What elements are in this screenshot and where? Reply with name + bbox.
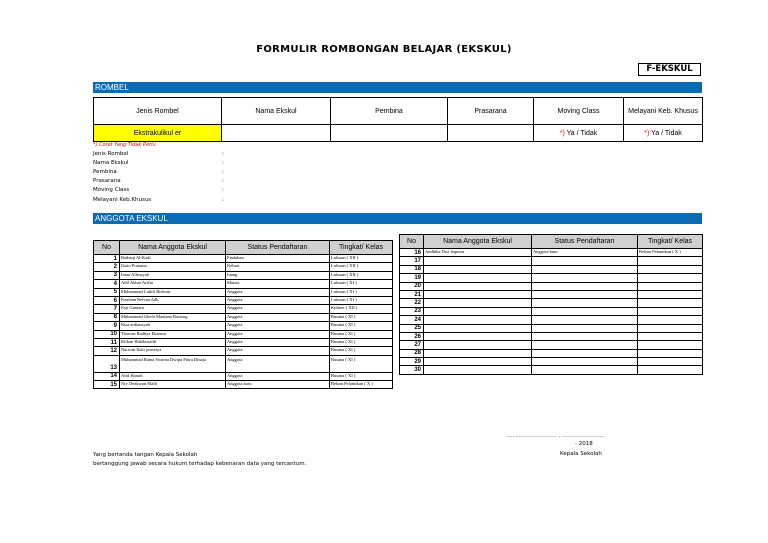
member-name-cell[interactable]: Muhammad Luthfi Ridwan — [120, 288, 226, 296]
field-colon-jenis: : — [222, 151, 224, 157]
member-status-cell[interactable]: Iuang — [226, 271, 330, 279]
member-no-cell: 12 — [94, 347, 120, 355]
member-row — [94, 313, 393, 321]
member-status-cell[interactable]: Anggota — [226, 313, 330, 321]
member-row — [94, 288, 393, 296]
member-no-cell: 30 — [400, 366, 424, 374]
member-name-cell[interactable]: Thomas Radhya Ekansta — [120, 330, 226, 338]
member-status-cell[interactable]: Anggota — [226, 372, 330, 380]
member-status-cell[interactable] — [532, 332, 638, 340]
member-name-cell[interactable] — [424, 316, 532, 324]
member-no-cell: 5 — [94, 288, 120, 296]
form-title: FORMULIR ROMBONGAN BELAJAR (EKSKUL) — [256, 44, 512, 55]
members-left-header-status: Status Pendaftaran — [226, 241, 330, 255]
rombel-table — [93, 97, 703, 142]
field-colon-nama: : — [222, 160, 224, 166]
member-class-cell[interactable] — [638, 366, 703, 374]
member-no-cell: 20 — [400, 282, 424, 290]
member-status-cell[interactable]: Anggota — [226, 347, 330, 355]
member-status-cell[interactable] — [532, 324, 638, 332]
member-no-cell: 13 — [94, 355, 120, 372]
member-row — [94, 305, 393, 313]
member-status-cell[interactable] — [532, 349, 638, 357]
member-status-cell[interactable] — [532, 274, 638, 282]
member-status-cell[interactable]: Anggota — [226, 355, 330, 372]
field-label-moving: Moving Class — [93, 187, 130, 193]
member-no-cell: 25 — [400, 324, 424, 332]
member-status-cell[interactable]: Anggota — [226, 288, 330, 296]
member-class-cell[interactable]: Belum Pelantikan ( X ) — [638, 249, 703, 257]
member-no-cell: 24 — [400, 316, 424, 324]
member-name-cell[interactable] — [424, 307, 532, 315]
member-no-cell: 10 — [94, 330, 120, 338]
moving-value: Ya / Tidak — [564, 129, 598, 137]
member-class-cell[interactable] — [638, 257, 703, 265]
rombel-header-prasarana: Prasarana — [448, 98, 534, 125]
members-right-header-no: No — [400, 235, 424, 249]
member-row — [94, 255, 393, 263]
member-status-cell[interactable] — [532, 307, 638, 315]
member-class-cell[interactable]: Lulusan ( XII ) — [330, 255, 393, 263]
member-row — [400, 290, 703, 298]
member-no-cell: 21 — [400, 290, 424, 298]
member-class-cell[interactable]: Lulusan ( XI ) — [330, 280, 393, 288]
member-class-cell[interactable] — [638, 290, 703, 298]
strike-note: *) Coret Yang Tidak Perlu — [93, 142, 156, 148]
signature-statement-line1: Yang bertanda tangan Kepala Sekolah — [93, 452, 198, 458]
member-name-cell[interactable] — [424, 299, 532, 307]
member-no-cell: 16 — [400, 249, 424, 257]
member-row — [400, 324, 703, 332]
member-no-cell: 14 — [94, 372, 120, 380]
member-no-cell: 28 — [400, 349, 424, 357]
member-status-cell[interactable]: Anggota — [226, 305, 330, 313]
member-status-cell[interactable]: Anggota baru — [226, 381, 330, 389]
member-name-cell[interactable] — [424, 366, 532, 374]
member-no-cell: 19 — [400, 274, 424, 282]
members-right-header-nama: Nama Anggota Ekskul — [424, 235, 532, 249]
member-status-cell[interactable]: Anggota — [226, 296, 330, 304]
member-row — [400, 299, 703, 307]
member-class-cell[interactable] — [638, 358, 703, 366]
member-no-cell: 18 — [400, 265, 424, 273]
member-name-cell[interactable]: Narwan Ilatir prasetya — [120, 347, 226, 355]
members-right-header-row — [400, 235, 703, 249]
member-name-cell[interactable] — [424, 332, 532, 340]
member-name-cell[interactable]: Iman Alfinsyah — [120, 271, 226, 279]
signature-role: Kepala Sekolah — [560, 451, 602, 457]
member-no-cell: 8 — [94, 313, 120, 321]
rombel-header-nama: Nama Ekskul — [222, 98, 331, 125]
member-class-cell[interactable] — [638, 349, 703, 357]
members-left-header-nama: Nama Anggota Ekskul — [120, 241, 226, 255]
member-no-cell: 23 — [400, 307, 424, 315]
member-no-cell: 9 — [94, 322, 120, 330]
section-bar-rombel: ROMBEL — [93, 82, 702, 93]
field-label-prasarana: Prasarana — [93, 178, 121, 184]
member-name-cell[interactable]: Muhammad Rama Swarna Dwipa Putra Dinaja — [120, 355, 226, 372]
member-row — [400, 316, 703, 324]
field-label-khusus: Melayani Keb.Khusus — [93, 197, 152, 203]
member-class-cell[interactable]: Busana ( XI ) — [330, 347, 393, 355]
member-row — [400, 307, 703, 315]
rombel-jenis-cell[interactable]: Ekstrakulikul er — [94, 125, 222, 142]
member-name-cell[interactable] — [424, 265, 532, 273]
member-name-cell[interactable] — [424, 290, 532, 298]
member-class-cell[interactable]: Lulusan ( XII ) — [330, 263, 393, 271]
member-name-cell[interactable] — [424, 349, 532, 357]
member-name-cell[interactable]: Rifkan Habibusalih — [120, 338, 226, 346]
rombel-header-khusus: Melayani Keb. Khusus — [624, 98, 703, 125]
rombel-header-moving: Moving Class — [534, 98, 624, 125]
member-no-cell: 6 — [94, 296, 120, 304]
member-no-cell: 4 — [94, 280, 120, 288]
rombel-prasarana-cell[interactable] — [448, 125, 534, 142]
member-no-cell: 1 — [94, 255, 120, 263]
members-left-header-row — [94, 241, 393, 255]
rombel-khusus-cell[interactable] — [624, 125, 703, 142]
field-label-pembina: Pembina — [93, 169, 117, 175]
member-row — [400, 341, 703, 349]
rombel-header-jenis: Jenis Rombel — [94, 98, 222, 125]
member-class-cell[interactable]: Busana ( XI ) — [330, 355, 393, 372]
member-name-cell[interactable]: Adil Akbar Arifin — [120, 280, 226, 288]
member-name-cell[interactable] — [424, 341, 532, 349]
member-name-cell[interactable]: Nry Deakwan Maffi — [120, 381, 226, 389]
field-colon-pembina: : — [222, 169, 224, 175]
members-left-header-no: No — [94, 241, 120, 255]
member-class-cell[interactable] — [638, 324, 703, 332]
field-label-nama: Nama Ekskul — [93, 160, 129, 166]
rombel-header-pembina: Pembina — [331, 98, 448, 125]
member-status-cell[interactable]: Anggota baru — [532, 249, 638, 257]
member-class-cell[interactable]: Busana ( XI ) — [330, 338, 393, 346]
member-no-cell: 2 — [94, 263, 120, 271]
member-row — [400, 358, 703, 366]
member-no-cell: 11 — [94, 338, 120, 346]
member-no-cell: 15 — [94, 381, 120, 389]
member-status-cell[interactable]: Mutasi — [226, 280, 330, 288]
field-colon-prasarana: : — [222, 178, 224, 184]
member-class-cell[interactable]: Kuliner ( XII ) — [330, 305, 393, 313]
member-row — [94, 263, 393, 271]
member-row — [400, 282, 703, 290]
member-class-cell[interactable]: Busana ( XI ) — [330, 313, 393, 321]
members-table-right — [399, 234, 703, 375]
member-status-cell[interactable] — [532, 341, 638, 349]
member-row — [400, 265, 703, 273]
member-no-cell: 3 — [94, 271, 120, 279]
member-name-cell[interactable]: Fajr Guntara — [120, 305, 226, 313]
khusus-value: Ya / Tidak — [649, 129, 682, 137]
rombel-header-row — [94, 98, 703, 125]
member-class-cell[interactable] — [638, 316, 703, 324]
member-status-cell[interactable] — [532, 358, 638, 366]
member-row — [94, 330, 393, 338]
rombel-moving-cell[interactable] — [534, 125, 624, 142]
member-name-cell[interactable]: Afid Hanafi — [120, 372, 226, 380]
member-name-cell[interactable]: Riza ardiansyah — [120, 322, 226, 330]
rombel-data-row — [94, 125, 703, 142]
member-no-cell: 26 — [400, 332, 424, 340]
member-row — [400, 274, 703, 282]
member-row — [94, 296, 393, 304]
member-status-cell[interactable]: Anggota — [226, 322, 330, 330]
member-row — [94, 280, 393, 288]
field-label-jenis: Jenis Rombel — [93, 151, 129, 157]
member-class-cell[interactable] — [638, 299, 703, 307]
member-status-cell[interactable] — [532, 316, 638, 324]
member-row — [400, 349, 703, 357]
rombel-pembina-cell[interactable] — [331, 125, 448, 142]
member-status-cell[interactable]: Keluar — [226, 263, 330, 271]
member-no-cell: 7 — [94, 305, 120, 313]
member-row — [94, 381, 393, 389]
members-left-header-kelas: Tingkat/ Kelas — [330, 241, 393, 255]
member-row — [94, 338, 393, 346]
member-status-cell[interactable] — [532, 299, 638, 307]
members-table-left — [93, 240, 393, 389]
signature-statement-line2: bertanggung jawab secara hukum terhadap kebenaran data yang tercantum. — [93, 461, 307, 467]
member-name-cell[interactable] — [424, 274, 532, 282]
member-name-cell[interactable]: Baihaqi Al-Kadi — [120, 255, 226, 263]
member-name-cell[interactable]: Keathan Reivan Adh — [120, 296, 226, 304]
member-class-cell[interactable]: Lulusan ( XI ) — [330, 296, 393, 304]
member-row — [94, 347, 393, 355]
member-name-cell[interactable] — [424, 257, 532, 265]
section-bar-anggota: ANGGOTA EKSKUL — [93, 213, 702, 224]
member-class-cell[interactable] — [638, 341, 703, 349]
member-row — [400, 366, 703, 374]
member-name-cell[interactable] — [424, 282, 532, 290]
member-class-cell[interactable]: Busana ( XI ) — [330, 372, 393, 380]
member-class-cell[interactable]: Belum Pelantikan ( X ) — [330, 381, 393, 389]
member-row — [94, 372, 393, 380]
form-code-box: F-EKSKUL — [638, 63, 701, 76]
member-class-cell[interactable] — [638, 265, 703, 273]
member-class-cell[interactable]: Busana ( XI ) — [330, 322, 393, 330]
member-name-cell[interactable] — [424, 358, 532, 366]
member-row — [400, 249, 703, 257]
member-name-cell[interactable] — [424, 324, 532, 332]
member-status-cell[interactable] — [532, 265, 638, 273]
field-colon-moving: : — [222, 187, 224, 193]
member-no-cell: 27 — [400, 341, 424, 349]
member-status-cell[interactable] — [532, 257, 638, 265]
member-status-cell[interactable] — [532, 282, 638, 290]
member-status-cell[interactable]: Anggota — [226, 338, 330, 346]
member-name-cell[interactable]: Ilario Pratama — [120, 263, 226, 271]
member-status-cell[interactable] — [532, 290, 638, 298]
rombel-nama-cell[interactable] — [222, 125, 331, 142]
members-right-header-status: Status Pendaftaran — [532, 235, 638, 249]
member-class-cell[interactable] — [638, 274, 703, 282]
signature-place-date-dots: ................................ , ........................... — [506, 433, 605, 439]
member-no-cell: 29 — [400, 358, 424, 366]
member-row — [94, 355, 393, 372]
member-class-cell[interactable] — [638, 282, 703, 290]
member-row — [400, 332, 703, 340]
member-row — [400, 257, 703, 265]
moving-asterisk: *) — [559, 129, 565, 137]
member-row — [94, 322, 393, 330]
field-colon-khusus: : — [222, 197, 224, 203]
member-class-cell[interactable]: Lulusan ( XII ) — [330, 271, 393, 279]
member-status-cell[interactable]: Pindahan — [226, 255, 330, 263]
member-status-cell[interactable]: Anggota — [226, 330, 330, 338]
members-right-header-kelas: Tingkat/ Kelas — [638, 235, 703, 249]
member-status-cell[interactable] — [532, 366, 638, 374]
member-class-cell[interactable]: Lulusan ( XI ) — [330, 288, 393, 296]
member-class-cell[interactable] — [638, 307, 703, 315]
member-class-cell[interactable]: Busana ( XI ) — [330, 330, 393, 338]
signature-year: - 2018 — [575, 441, 593, 447]
khusus-asterisk: *) — [644, 129, 650, 137]
member-no-cell: 17 — [400, 257, 424, 265]
member-no-cell: 22 — [400, 299, 424, 307]
member-name-cell[interactable]: Andhika Dwi Saputra — [424, 249, 532, 257]
member-class-cell[interactable] — [638, 332, 703, 340]
member-row — [94, 271, 393, 279]
member-name-cell[interactable]: Muhammad Ghefa Maulana Bastong — [120, 313, 226, 321]
